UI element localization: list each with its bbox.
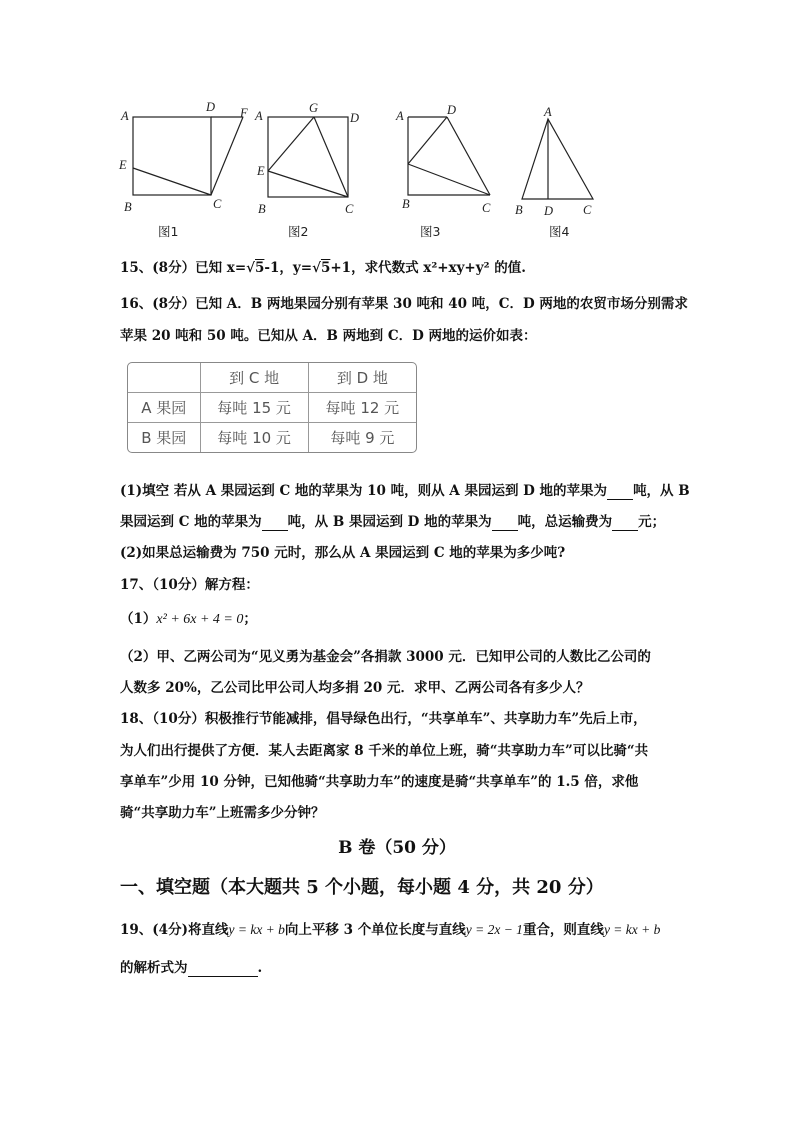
fig2-label-b: B bbox=[258, 202, 266, 216]
q16-p1c: 果园运到 C 地的苹果为 bbox=[120, 514, 262, 530]
geometry-figures bbox=[110, 98, 610, 248]
section-b-title: B 卷（50 分） bbox=[338, 838, 456, 858]
fig1-label-f: F bbox=[240, 106, 248, 120]
q17-part1 bbox=[120, 607, 257, 628]
freight-rate-table bbox=[127, 362, 417, 453]
q19-a: 19、(4分)将直线 bbox=[120, 922, 229, 938]
q19-line-1 bbox=[120, 918, 660, 938]
q15-mid: -1，y= bbox=[264, 260, 313, 276]
fig3-label-d: D bbox=[447, 103, 457, 117]
q17-p1-end: ； bbox=[243, 611, 257, 627]
q16-p1b: 吨，从 B bbox=[633, 483, 690, 499]
table-row bbox=[128, 393, 416, 423]
q17-head: 17、（10分）解方程： bbox=[120, 577, 259, 593]
table-cell: 每吨 9 元 bbox=[330, 429, 395, 447]
q19-equation-3: y = kx + b bbox=[603, 922, 661, 937]
table-header-cell: 到 C 地 bbox=[201, 363, 309, 393]
fig1-label-d: D bbox=[206, 100, 216, 114]
fig3-label-a: A bbox=[396, 109, 404, 123]
q16-line-1: 16、(8分）已知 A．B 两地果园分别有苹果 30 吨和 40 吨，C．D 两地的农贸市场分别需求 bbox=[120, 296, 688, 312]
q16-p1a: (1)填空 若从 A 果园运到 C 地的苹果为 10 吨，则从 A 果园运到 D 地的苹果为 bbox=[120, 483, 608, 499]
q15-prefix: 15、(8分）已知 x= bbox=[120, 260, 247, 276]
q16-p1e: 吨，总运输费为 bbox=[517, 514, 613, 530]
q15-suffix: +1，求代数式 x²+xy+y² 的值. bbox=[330, 260, 526, 276]
fig2-label-d: D bbox=[350, 111, 360, 125]
q16-part1-line-2 bbox=[120, 510, 665, 531]
answer-blank[interactable] bbox=[612, 514, 638, 531]
table-cell: A 果园 bbox=[128, 393, 201, 423]
q16-line-2: 苹果 20 吨和 50 吨。已知从 A．B 两地到 C．D 两地的运价如表： bbox=[120, 328, 537, 344]
q17-p1-label: （1） bbox=[120, 611, 157, 627]
q17-part2-line-2: 人数多 20%，乙公司比甲公司人均多捐 20 元．求甲、乙两公司各有多少人？ bbox=[120, 680, 590, 696]
fig2-label-a: A bbox=[255, 109, 263, 123]
q17-part2-line-1: （2）甲、乙两公司为“见义勇为基金会”各捐款 3000 元．已知甲公司的人数比乙公司的 bbox=[120, 649, 651, 665]
q16-part1-line-1 bbox=[120, 479, 690, 500]
fig1-label-e: E bbox=[119, 158, 127, 172]
q19-b: 向上平移 3 个单位长度与直线 bbox=[284, 922, 466, 938]
q19-equation-2: y = 2x − 1 bbox=[465, 922, 523, 937]
fig1-label-c: C bbox=[213, 197, 222, 211]
fig4-triangle bbox=[522, 119, 593, 199]
q16-p1d: 吨，从 B 果园运到 D 地的苹果为 bbox=[287, 514, 492, 530]
fig3-caption: 图3 bbox=[420, 224, 441, 239]
q18-line-2: 为人们出行提供了方便．某人去距离家 8 千米的单位上班，骑“共享助力车”可以比骑“共 bbox=[120, 743, 649, 759]
fig2-caption: 图2 bbox=[288, 224, 309, 239]
answer-blank[interactable] bbox=[188, 960, 258, 977]
q19-line2-text: 的解析式为 bbox=[120, 960, 188, 976]
section-heading: 一、填空题（本大题共 5 个小题，每小题 4 分，共 20 分） bbox=[120, 877, 604, 898]
fig1-label-a: A bbox=[121, 109, 129, 123]
answer-blank[interactable] bbox=[492, 514, 518, 531]
fig1-square bbox=[133, 117, 211, 195]
fig1-label-b: B bbox=[124, 200, 132, 214]
fig4-label-d: D bbox=[544, 204, 554, 218]
table-header-cell bbox=[128, 363, 201, 393]
table-cell: 每吨 15 元 bbox=[201, 393, 309, 423]
question-15: 15、(8分）已知 x=√5-1，y=√5+1，求代数式 x²+xy+y² 的值. bbox=[120, 260, 526, 276]
table-row bbox=[128, 423, 416, 452]
answer-blank[interactable] bbox=[607, 483, 633, 500]
q18-line-4: 骑“共享助力车”上班需多少分钟？ bbox=[120, 805, 325, 821]
fig3-label-b: B bbox=[402, 197, 410, 211]
fig4-caption: 图4 bbox=[549, 224, 570, 239]
q19-line-2 bbox=[120, 956, 262, 977]
fig3-right-angle bbox=[408, 117, 490, 195]
q16-p1f: 元； bbox=[638, 514, 666, 530]
fig4-label-a: A bbox=[544, 105, 552, 119]
fig4-label-c: C bbox=[583, 203, 592, 217]
q19-equation-1: y = kx + b bbox=[228, 922, 285, 937]
q19-end: . bbox=[257, 960, 263, 976]
q17-p1-equation: x² + 6x + 4 = 0 bbox=[156, 612, 244, 627]
q15-radicand-2: 5 bbox=[320, 260, 331, 276]
fig4-label-b: B bbox=[515, 203, 523, 217]
q15-radicand-1: 5 bbox=[255, 260, 265, 276]
table-header-cell: 到 D 地 bbox=[309, 363, 416, 393]
fig1-caption: 图1 bbox=[158, 224, 179, 239]
table-header-row bbox=[128, 363, 416, 393]
q16-part2: (2)如果总运输费为 750 元时，那么从 A 果园运到 C 地的苹果为多少吨? bbox=[120, 545, 566, 561]
fig2-label-c: C bbox=[345, 202, 354, 216]
fig2-label-e: E bbox=[257, 164, 265, 178]
table-cell: B 果园 bbox=[128, 423, 201, 452]
q18-line-3: 享单车”少用 10 分钟，已知他骑“共享助力车”的速度是骑“共享单车”的 1.5 倍，求他 bbox=[120, 774, 639, 790]
answer-blank[interactable] bbox=[262, 514, 288, 531]
q18-line-1: 18、（10分）积极推行节能减排，倡导绿色出行，“共享单车”、共享助力车”先后上市， bbox=[120, 711, 647, 727]
table-cell: 每吨 12 元 bbox=[309, 393, 416, 423]
fig3-label-c: C bbox=[482, 201, 491, 215]
fig2-label-g: G bbox=[309, 101, 319, 115]
q19-c: 重合，则直线 bbox=[522, 922, 604, 938]
table-cell: 每吨 10 元 bbox=[201, 423, 309, 452]
